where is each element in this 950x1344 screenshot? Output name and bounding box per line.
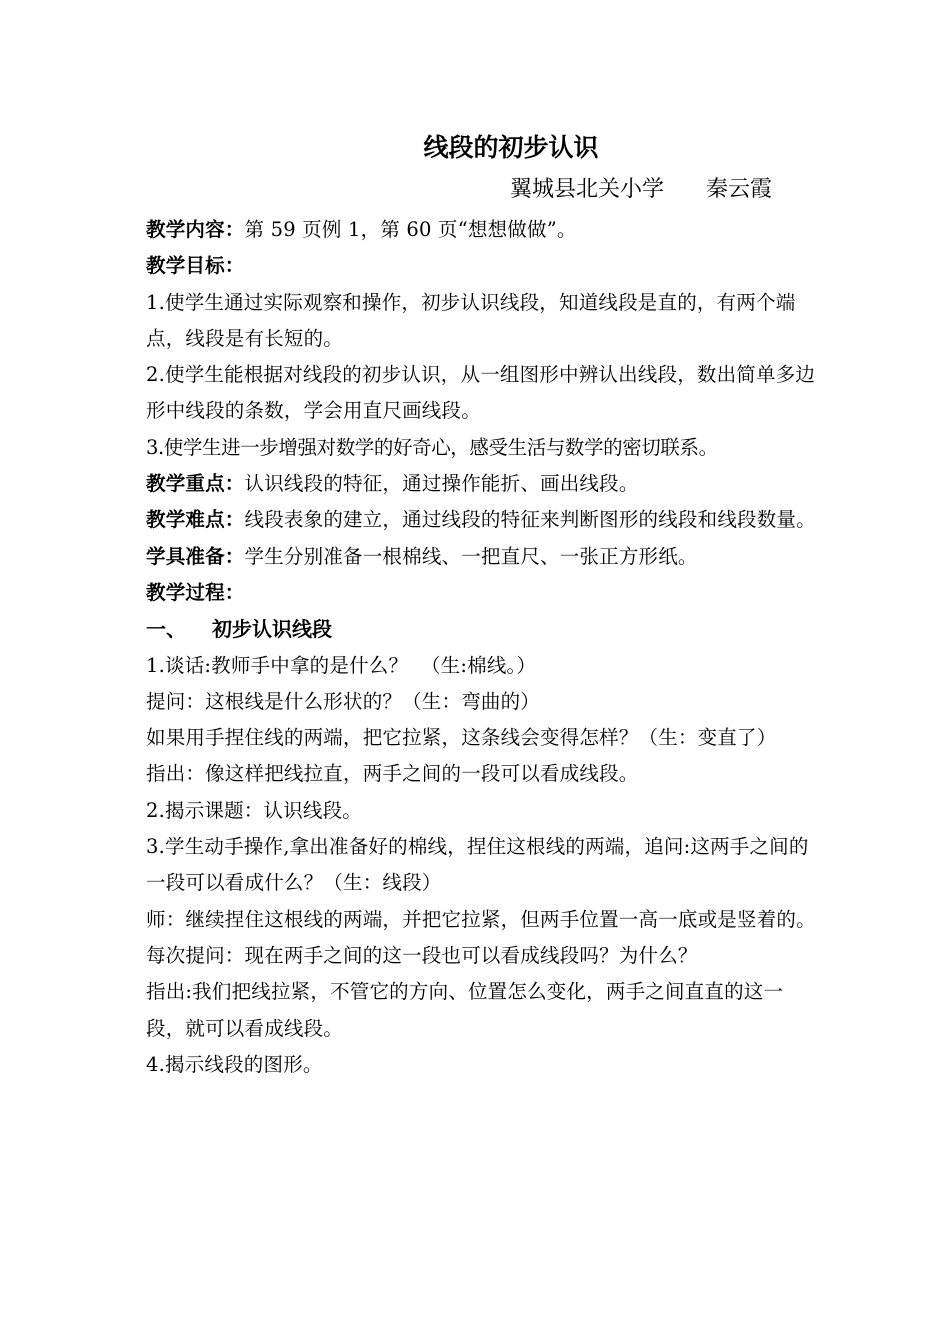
- step-line: 指出:我们把线拉紧，不管它的方向、位置怎么变化，两手之间直直的这一段，就可以看成线段。: [146, 980, 784, 1040]
- section-heading: [146, 611, 816, 647]
- key-point-label: 教学重点：: [146, 472, 245, 496]
- step-line: 每次提问：现在两手之间的这一段也可以看成线段吗？为什么？: [146, 943, 698, 967]
- difficulty: [146, 502, 816, 538]
- difficulty-label: 教学难点：: [146, 508, 245, 532]
- objective-item: 3.使学生进一步增强对数学的好奇心，感受生活与数学的密切联系。: [146, 435, 718, 459]
- step-line: 师：继续捏住这根线的两端，并把它拉紧，但两手位置一高一底或是竖着的。: [146, 907, 816, 931]
- step-line: 4.揭示线段的图形。: [146, 1052, 323, 1076]
- objectives-heading: 教学目标：: [146, 254, 245, 278]
- objective-item: 1.使学生通过实际观察和操作，初步认识线段，知道线段是直的，有两个端点，线段是有长短的。: [146, 290, 796, 350]
- section-number: 一、: [146, 617, 186, 642]
- step-line: 提问：这根线是什么形状的？（生：弯曲的）: [146, 689, 541, 713]
- step-line: 1.谈话:教师手中拿的是什么？ （生:棉线。）: [146, 653, 537, 677]
- teaching-content-label: 教学内容：: [146, 218, 245, 241]
- key-point-text: 认识线段的特征，通过操作能折、画出线段。: [244, 472, 639, 496]
- objective-item: 2.使学生能根据对线段的初步认识，从一组图形中辨认出线段，数出简单多边形中线段的条数，学会用直尺画线段。: [146, 363, 816, 423]
- process-heading: 教学过程：: [146, 580, 245, 604]
- teaching-content: [146, 212, 816, 248]
- key-point: [146, 466, 816, 502]
- step-line: 指出：像这样把线拉直，两手之间的一段可以看成线段。: [146, 762, 639, 786]
- materials-text: 学生分别准备一根棉线、一把直尺、一张正方形纸。: [244, 544, 698, 568]
- step-line: 如果用手捏住线的两端，把它拉紧，这条线会变得怎样？（生：变直了）: [146, 726, 777, 750]
- document-title: 线段的初步认识: [423, 133, 599, 162]
- step-line: 2.揭示课题：认识线段。: [146, 798, 363, 822]
- difficulty-text: 线段表象的建立，通过线段的特征来判断图形的线段和线段数量。: [244, 508, 816, 532]
- teaching-content-text: 第 59 页例 1，第 60 页“想想做做”。: [244, 218, 577, 241]
- materials: [146, 539, 816, 575]
- materials-label: 学具准备：: [146, 544, 245, 568]
- section-title: 初步认识线段: [212, 617, 332, 642]
- step-line: 3.学生动手操作,拿出准备好的棉线，捏住这根线的两端，追问:这两手之间的一段可以看成什么？（生：线段）: [146, 835, 809, 895]
- author-line: 翼城县北关小学 秦云霞: [510, 177, 772, 202]
- document-page: [146, 128, 816, 1083]
